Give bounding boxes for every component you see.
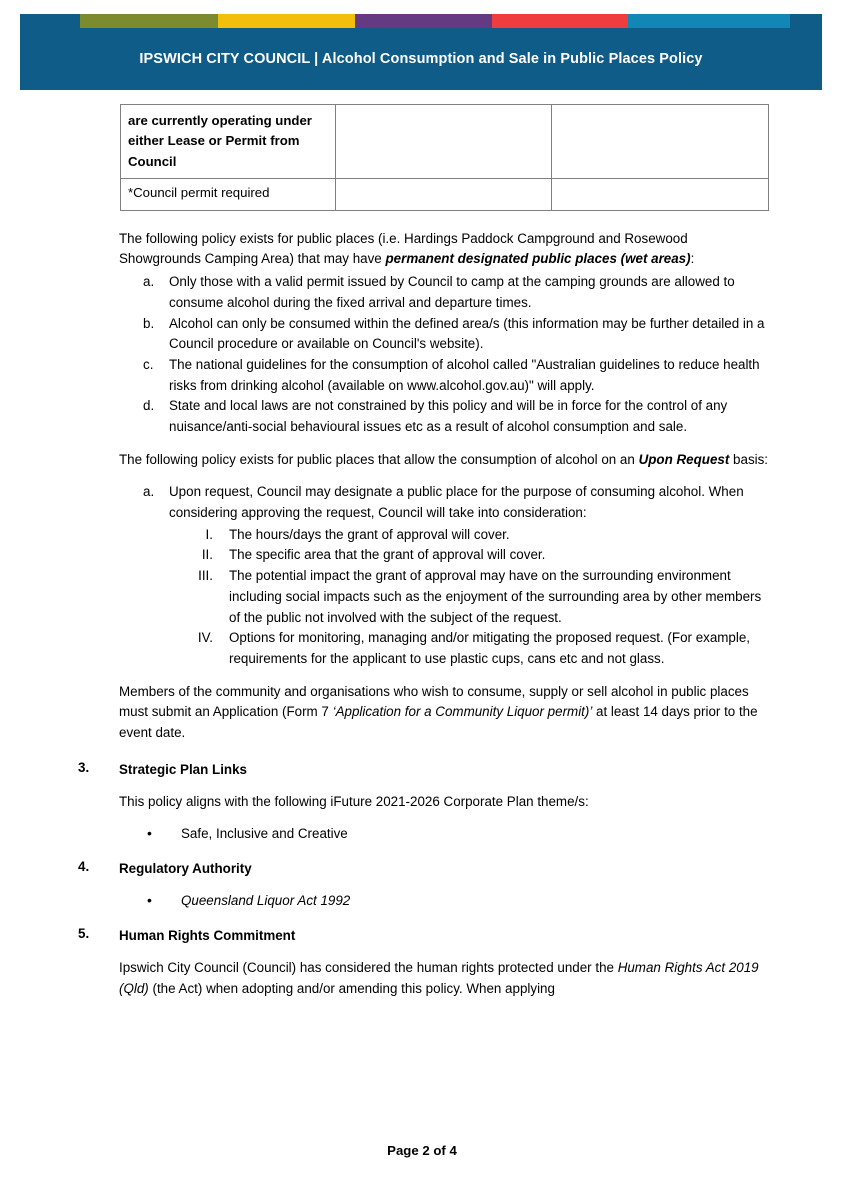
table-cell bbox=[336, 105, 552, 179]
wet-areas-block bbox=[119, 229, 769, 270]
table-row bbox=[121, 105, 769, 179]
section5-text-2: (the Act) when adopting and/or amending this policy. When applying bbox=[148, 980, 555, 996]
section-strategic-plan-links bbox=[78, 760, 768, 780]
color-bar-segment-purple bbox=[355, 14, 492, 28]
section5-body bbox=[119, 958, 769, 999]
color-bar-segment-teal-blue bbox=[628, 14, 790, 28]
section3-intro: This policy aligns with the following iFuture 2021-2026 Corporate Plan theme/s: bbox=[119, 793, 589, 809]
list-item bbox=[143, 396, 769, 437]
application-text-2: at least 14 days prior to the event date. bbox=[119, 704, 758, 740]
section5-paragraph bbox=[119, 958, 769, 999]
application-form-title: ‘Application for a Community Liquor permit)’ bbox=[332, 704, 593, 720]
table-row bbox=[121, 179, 769, 210]
list-marker: III. bbox=[198, 568, 213, 584]
policy-table-wrapper bbox=[120, 104, 768, 211]
color-bar-segment-olive-green bbox=[80, 14, 218, 28]
wet-areas-intro-text-2: : bbox=[690, 251, 695, 267]
list-marker: a. bbox=[143, 484, 155, 500]
wet-areas-intro-emphasis: permanent designated public places (wet areas) bbox=[385, 251, 691, 267]
brand-color-bar bbox=[20, 14, 822, 28]
list-item-text: The potential impact the grant of approval may have on the surrounding environment including social impacts such as the enjoyment of the surrounding area by other members of the public not involved with the subject of the request. bbox=[229, 568, 762, 625]
list-item bbox=[145, 891, 769, 912]
section-human-rights-commitment bbox=[78, 926, 768, 946]
section-number: 4. bbox=[78, 859, 90, 875]
application-text-1: Members of the community and organisations who wish to consume, supply or sell alcohol in public places must submit an Application (Form 7 bbox=[119, 683, 749, 720]
upon-request-intro-text-1: The following policy exists for public places that allow the consumption of alcohol on an bbox=[119, 451, 639, 467]
color-bar-segment-red bbox=[492, 14, 628, 28]
table-cell bbox=[552, 179, 769, 210]
section5-text-1: Ipswich City Council (Council) has considered the human rights protected under the bbox=[119, 959, 618, 975]
section4-bullet-list bbox=[145, 891, 769, 912]
color-bar-segment-edge-right-blue bbox=[790, 14, 822, 28]
list-marker: a. bbox=[143, 274, 155, 290]
document-content bbox=[0, 104, 844, 1001]
bullet-icon: • bbox=[147, 825, 152, 842]
wet-areas-list-wrapper bbox=[119, 272, 769, 438]
list-item-text: Safe, Inclusive and Creative bbox=[181, 826, 348, 842]
wet-areas-intro-text-1: The following policy exists for public places (i.e. Hardings Paddock Campground and Rosewood Showgrounds Camping Area) that may have bbox=[119, 230, 688, 267]
bullet-icon: • bbox=[147, 892, 152, 909]
human-rights-act-citation: Human Rights Act 2019 (Qld) bbox=[119, 959, 759, 996]
section-regulatory-authority bbox=[78, 859, 768, 879]
upon-request-block bbox=[119, 450, 769, 471]
page-number-label: Page 2 of 4 bbox=[387, 1143, 457, 1158]
header-title: IPSWICH CITY COUNCIL | Alcohol Consumption and Sale in Public Places Policy bbox=[139, 51, 703, 67]
section-title: Human Rights Commitment bbox=[119, 927, 296, 943]
list-item-text: Queensland Liquor Act 1992 bbox=[181, 893, 351, 909]
list-item-text: Only those with a valid permit issued by Council to camp at the camping grounds are allowed to consume alcohol during the fixed arrival and departure times. bbox=[169, 274, 735, 310]
list-item bbox=[168, 628, 769, 669]
list-item-text: The hours/days the grant of approval will cover. bbox=[229, 526, 510, 542]
table-cell bbox=[552, 105, 769, 179]
list-item-text: Options for monitoring, managing and/or mitigating the proposed request. (For example, requirements for the applicant to use plastic cups, cans etc and not glass. bbox=[229, 630, 751, 666]
upon-request-alpha-list bbox=[143, 482, 769, 523]
upon-request-intro-emphasis: Upon Request bbox=[638, 451, 730, 467]
table-cell bbox=[336, 179, 552, 210]
table-cell: are currently operating under either Lease or Permit from Council bbox=[121, 105, 336, 179]
list-marker: d. bbox=[143, 398, 155, 414]
list-item bbox=[168, 525, 769, 546]
wet-areas-intro-paragraph bbox=[119, 229, 769, 270]
list-item-text: Alcohol can only be consumed within the defined area/s (this information may be further detailed in a Council procedure or available on Council's website). bbox=[169, 315, 765, 352]
section-number: 3. bbox=[78, 759, 90, 775]
list-item bbox=[143, 272, 769, 313]
list-item bbox=[143, 355, 769, 396]
list-item bbox=[145, 824, 769, 845]
section3-body bbox=[119, 792, 769, 813]
document-header-banner bbox=[20, 14, 822, 90]
section-title: Strategic Plan Links bbox=[119, 761, 247, 777]
list-marker: IV. bbox=[197, 630, 213, 646]
upon-request-roman-list bbox=[168, 525, 769, 670]
list-item bbox=[168, 566, 769, 628]
list-marker: c. bbox=[143, 356, 154, 372]
application-paragraph bbox=[119, 682, 769, 744]
list-item bbox=[143, 314, 769, 355]
color-bar-segment-edge-left-blue bbox=[20, 14, 80, 28]
policy-table bbox=[120, 104, 769, 211]
page-footer bbox=[0, 1143, 844, 1158]
list-marker: I. bbox=[205, 526, 213, 542]
section-number: 5. bbox=[78, 925, 90, 941]
list-item-text: The specific area that the grant of approval will cover. bbox=[229, 547, 546, 563]
list-marker: b. bbox=[143, 315, 155, 331]
table-cell: *Council permit required bbox=[121, 179, 336, 210]
list-item bbox=[168, 545, 769, 566]
upon-request-intro-paragraph bbox=[119, 450, 769, 471]
upon-request-list-wrapper bbox=[119, 482, 769, 669]
section3-bullets-wrapper bbox=[119, 824, 769, 845]
section-title: Regulatory Authority bbox=[119, 861, 252, 877]
section4-bullets-wrapper bbox=[119, 891, 769, 912]
section3-bullet-list bbox=[145, 824, 769, 845]
upon-request-intro-text-2: basis: bbox=[729, 451, 769, 467]
list-marker: II. bbox=[201, 547, 213, 563]
color-bar-segment-gold-yellow bbox=[218, 14, 355, 28]
list-item-text: State and local laws are not constrained by this policy and will be in force for the control of any nuisance/anti-social behavioural issues etc as a result of alcohol consumption and sale. bbox=[169, 398, 728, 435]
list-item bbox=[143, 482, 769, 523]
list-item-text: Upon request, Council may designate a public place for the purpose of consuming alcohol. When considering approving the request, Council will take into consideration: bbox=[169, 484, 744, 521]
wet-areas-alpha-list bbox=[143, 272, 769, 438]
application-paragraph-block bbox=[119, 682, 769, 744]
list-item-text: The national guidelines for the consumption of alcohol called "Australian guidelines to reduce health risks from drinking alcohol (available on www.alcohol.gov.au)" will apply. bbox=[169, 356, 760, 393]
